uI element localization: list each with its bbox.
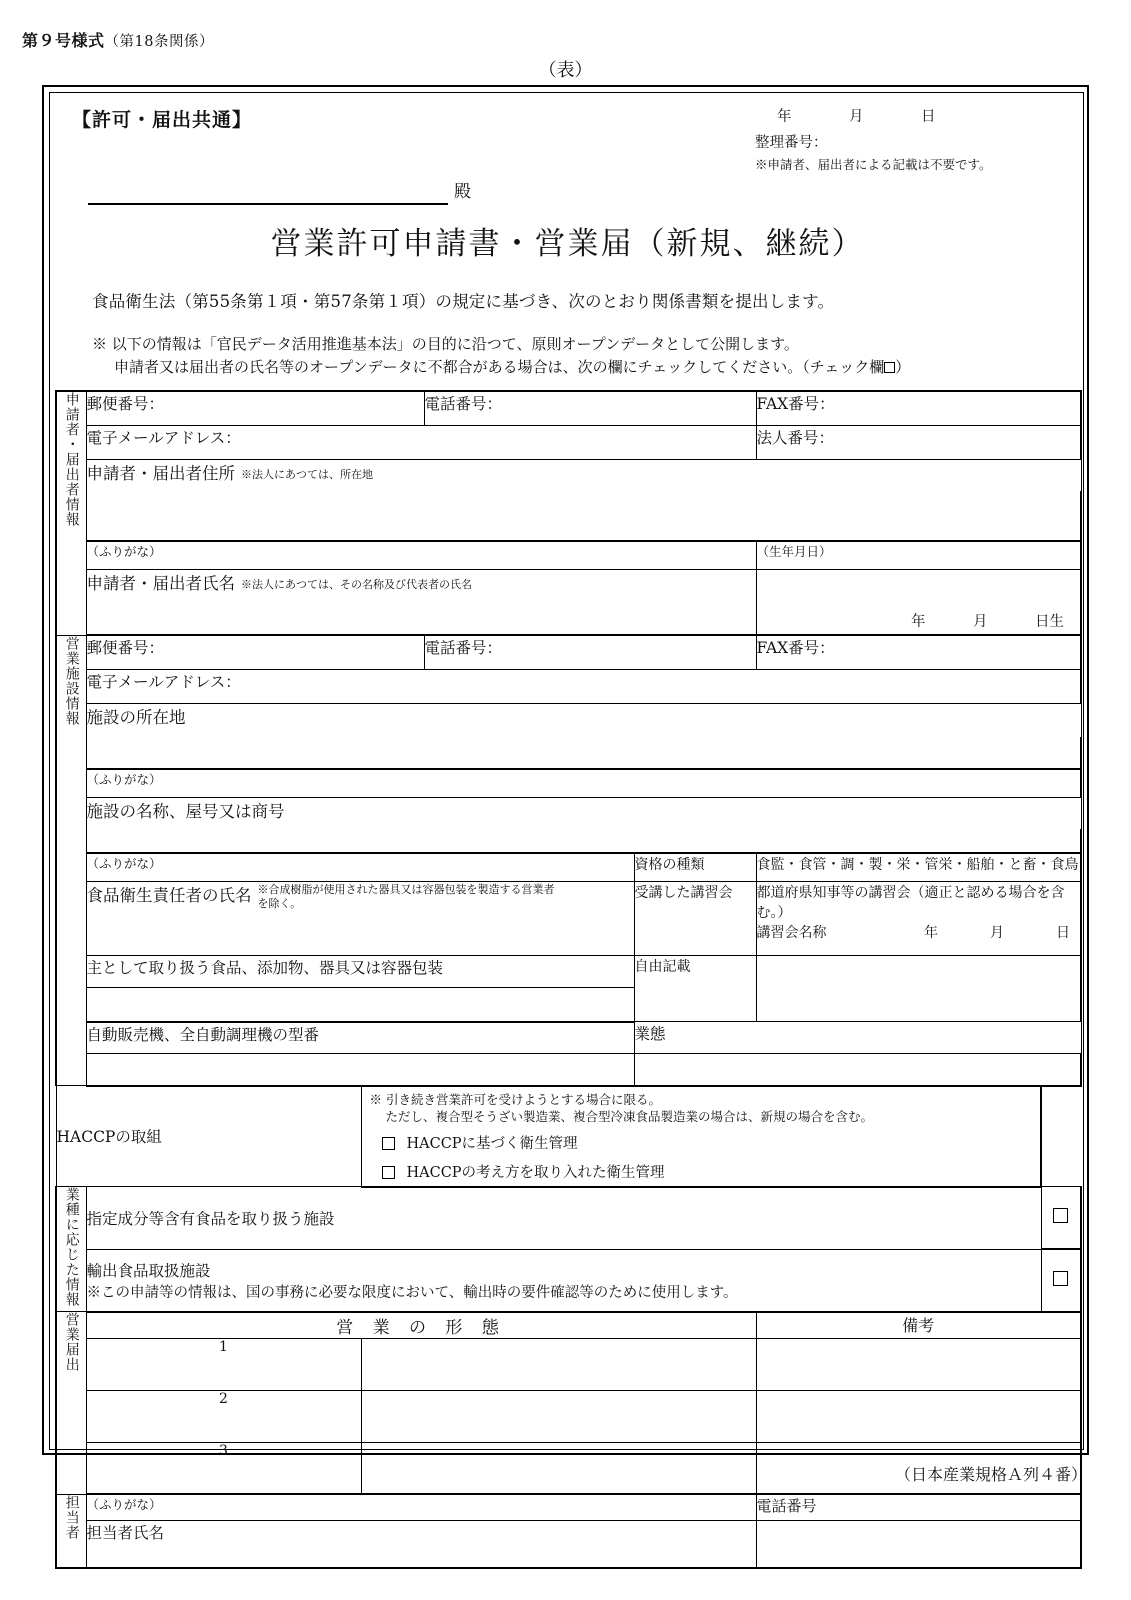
notice-line-2-text: 申請者又は届出者の氏名等のオープンデータに不都合がある場合は、次の欄にチェックしてください。（チェック欄 (114, 357, 885, 376)
facility-name-label-cell (86, 797, 1081, 829)
facility-postal-label: 郵便番号： (86, 639, 165, 657)
facility-location-label: 施設の所在地 (86, 707, 186, 727)
facility-location-input-row (56, 737, 1081, 769)
manager-name-cell[interactable] (86, 881, 634, 956)
main-items-input[interactable] (86, 988, 634, 1022)
training-label: 受講した講習会 (634, 884, 733, 901)
qualification-type-label: 資格の種類 (634, 857, 705, 873)
haccp-note-line-1: ※ 引き続き営業許可を受けようとする場合に限る。 (369, 1091, 661, 1107)
designated-ingredient-label-cell (86, 1187, 1041, 1250)
applicant-address-label-cell (86, 459, 1081, 491)
page-title: 営業許可申請書・営業届（新規、継続） (270, 226, 865, 262)
applicant-birthdate-input[interactable] (756, 569, 1081, 635)
opendata-objection-checkbox[interactable] (884, 362, 895, 373)
applicant-furigana-label: （ふりがな） (86, 544, 162, 559)
business-type-label: 業態 (634, 1025, 666, 1043)
notification-remarks-input-1[interactable] (756, 1338, 1081, 1390)
vending-input-row (56, 1054, 1081, 1086)
haccp-row (56, 1086, 1081, 1187)
applicant-corp-number-cell[interactable] (756, 425, 1081, 459)
notification-form-header: 営 業 の 形 態 (86, 1312, 756, 1339)
free-entry-label-cell (634, 956, 756, 1022)
export-facility-row (56, 1249, 1081, 1312)
notice-line-2-tail: ） (895, 357, 911, 376)
paper-size-note: （日本産業規格Ａ列４番） (894, 1465, 1087, 1484)
qualification-values: 食監・食管・調・製・栄・管栄・船舶・と畜・食鳥 (756, 857, 1079, 873)
main-items-label-cell (86, 956, 634, 988)
form-number-reference: （第18条関係） (104, 34, 214, 50)
applicant-name-cell[interactable] (86, 569, 756, 635)
vending-input[interactable] (86, 1054, 634, 1086)
facility-name-input[interactable] (86, 829, 1081, 853)
facility-name-label: 施設の名称、屋号又は商号 (86, 801, 285, 821)
manager-name-row (56, 881, 1081, 922)
notification-remarks-header: 備考 (756, 1312, 1081, 1339)
form-number (22, 28, 214, 51)
qualification-values-cell[interactable] (756, 853, 1081, 881)
facility-email-label: 電子メールアドレス： (86, 672, 241, 691)
birth-year-label: 年 (911, 613, 926, 630)
haccp-option-1-label: HACCPに基づく衛生管理 (406, 1135, 578, 1152)
addressee-line[interactable] (88, 181, 448, 205)
facility-fax-label: FAX番号： (756, 639, 835, 657)
export-facility-label-cell (86, 1249, 1041, 1312)
date-year-label: 年 (777, 109, 792, 125)
notification-form-input-2[interactable] (361, 1390, 756, 1442)
applicant-postal-cell[interactable] (86, 391, 424, 425)
haccp-label-cell (56, 1086, 361, 1187)
date-day-label: 日 (921, 109, 936, 125)
contact-tel-label-cell (756, 1494, 1081, 1520)
applicant-furigana-cell[interactable] (86, 541, 756, 569)
applicant-corp-number-label: 法人番号： (756, 428, 835, 447)
main-items-row (56, 956, 1081, 988)
date-month-label: 月 (849, 109, 864, 125)
business-type-input[interactable] (634, 1054, 1081, 1086)
applicant-vertical-label: 申請者・届出者情報 (56, 391, 86, 635)
vending-row (56, 1022, 1081, 1054)
haccp-option-2-label: HACCPの考え方を取り入れた衛生管理 (406, 1164, 665, 1181)
reference-number-label: 整理番号： (755, 135, 828, 151)
facility-fax-cell[interactable] (756, 635, 1081, 669)
applicant-name-note: ※法人にあつては、その名称及び代表者の氏名 (241, 577, 472, 591)
applicant-email-row (56, 425, 1081, 459)
training-label-cell (634, 881, 756, 956)
notification-row-number-2: 2 (86, 1390, 361, 1442)
date-line (777, 105, 1055, 126)
manager-furigana-cell[interactable] (86, 853, 634, 881)
notification-row-number-3: 3 (86, 1442, 361, 1494)
export-facility-note: ※この申請等の情報は、国の事務に必要な限度において、輸出時の要件確認等のために使用します。 (86, 1284, 738, 1301)
facility-furigana-cell[interactable] (86, 769, 1081, 797)
addressee-suffix: 殿 (454, 182, 471, 202)
side-marker: （表） (538, 60, 593, 81)
haccp-option-2[interactable] (362, 1157, 1041, 1186)
applicant-name-label: 申請者・届出者氏名 (86, 573, 235, 593)
notification-header-row (56, 1312, 1081, 1339)
birth-day-label: 日生 (1035, 613, 1065, 630)
vending-label-cell (86, 1022, 634, 1054)
open-data-notice (92, 333, 910, 378)
facility-location-input[interactable] (86, 737, 1081, 769)
export-facility-checkbox-cell[interactable] (1041, 1249, 1081, 1312)
main-items-label: 主として取り扱う食品、添加物、器具又は容器包装 (86, 959, 444, 977)
form-table (55, 390, 1082, 1569)
applicant-fax-cell[interactable] (756, 391, 1081, 425)
applicant-email-cell[interactable] (86, 425, 756, 459)
haccp-note-line-2: ただし、複合型そうざい製造業、複合型冷凍食品製造業の場合は、新規の場合を含む。 (385, 1109, 874, 1124)
manager-name-note: ※合成樹脂が使用された器具又は容器包装を製造する営業者 を除く。 (257, 882, 555, 910)
applicant-birthdate-cell[interactable] (756, 541, 1081, 569)
contact-tel-input[interactable] (756, 1520, 1081, 1568)
qualification-type-label-cell (634, 853, 756, 881)
contact-furigana-label: （ふりがな） (86, 1497, 162, 1513)
training-value-cell (756, 881, 1081, 922)
haccp-based-checkbox[interactable] (382, 1137, 395, 1150)
applicant-furigana-row (56, 541, 1081, 569)
haccp-label: HACCPの取組 (56, 1128, 162, 1147)
applicant-contact-row (56, 391, 1081, 425)
notification-form-input-1[interactable] (361, 1338, 756, 1390)
designated-ingredient-row (56, 1187, 1081, 1250)
export-facility-label: 輸出食品取扱施設 (86, 1261, 211, 1280)
birth-month-label: 月 (973, 613, 988, 630)
haccp-options-cell (361, 1086, 1041, 1187)
notification-vertical-label: 営業届出 (56, 1312, 86, 1495)
contact-name-row (56, 1520, 1081, 1568)
lead-text: 食品衛生法（第55条第１項・第57条第１項）の規定に基づき、次のとおり関係書類を提出します。 (92, 292, 835, 311)
export-facility-checkbox[interactable] (1053, 1271, 1068, 1286)
facility-contact-row (56, 635, 1081, 669)
training-day-label: 日 (1056, 924, 1071, 941)
facility-location-label-cell (86, 703, 1081, 737)
notification-form-input-3[interactable] (361, 1442, 756, 1494)
business-type-label-cell (634, 1022, 1081, 1054)
contact-furigana-row (56, 1494, 1081, 1520)
designated-ingredient-checkbox[interactable] (1053, 1208, 1068, 1223)
designated-ingredient-label: 指定成分等含有食品を取り扱う施設 (86, 1210, 335, 1229)
applicant-address-row (56, 459, 1081, 491)
applicant-address-label: 申請者・届出者住所 (86, 463, 235, 483)
applicant-address-input-row (56, 491, 1081, 541)
facility-postal-cell[interactable] (86, 635, 424, 669)
contact-name-label: 担当者氏名 (86, 1523, 165, 1542)
facility-email-cell[interactable] (86, 669, 1081, 703)
applicant-tel-cell[interactable] (424, 391, 756, 425)
facility-email-row (56, 669, 1081, 703)
applicant-tel-label: 電話番号： (424, 395, 503, 413)
notice-line-1: ※ 以下の情報は「官民データ活用推進基本法」の目的に沿つて、原則オープンデータとして公開します。 (92, 335, 799, 353)
facility-location-row (56, 703, 1081, 737)
manager-furigana-label: （ふりがな） (86, 856, 162, 871)
notice-line-2 (92, 356, 910, 379)
training-month-label: 月 (990, 924, 1005, 941)
applicant-postal-label: 郵便番号： (86, 395, 165, 413)
date-reference-block (755, 105, 1055, 173)
contact-name-cell[interactable] (86, 1520, 756, 1568)
training-name-cell[interactable] (756, 922, 1081, 956)
table-row (56, 1390, 1081, 1442)
form-number-text: 第９号様式 (22, 31, 105, 50)
training-name-label: 講習会名称 (756, 924, 827, 941)
training-value: 都道府県知事等の講習会（適正と認める場合を含む。） (756, 884, 1065, 921)
applicant-fax-label: FAX番号： (756, 395, 835, 413)
applicant-birthdate-label: （生年月日） (756, 544, 832, 559)
designated-ingredient-checkbox-cell[interactable] (1041, 1187, 1081, 1250)
manager-furigana-row (56, 853, 1081, 881)
contact-tel-label: 電話番号 (756, 1497, 817, 1516)
facility-furigana-row (56, 769, 1081, 797)
facility-furigana-label: （ふりがな） (86, 772, 162, 787)
business-type-vertical-label: 業種に応じた情報 (56, 1187, 86, 1312)
haccp-option-1[interactable] (362, 1128, 1041, 1157)
facility-tel-label: 電話番号： (424, 639, 503, 657)
applicant-name-row (56, 569, 1081, 635)
applicant-address-note: ※法人にあつては、所在地 (241, 467, 373, 481)
training-year-label: 年 (924, 924, 939, 941)
facility-name-input-row (56, 829, 1081, 853)
free-entry-label: 自由記載 (634, 959, 691, 975)
facility-vertical-label: 営業施設情報 (56, 635, 86, 1086)
contact-furigana-cell[interactable] (86, 1494, 756, 1520)
manager-name-label: 食品衛生責任者の氏名 (86, 885, 252, 905)
reference-note: ※申請者、届出者による記載は不要です。 (755, 157, 992, 172)
notification-remarks-input-2[interactable] (756, 1390, 1081, 1442)
table-row (56, 1338, 1081, 1390)
contact-vertical-label: 担当者 (56, 1494, 86, 1568)
haccp-concept-checkbox[interactable] (382, 1166, 395, 1179)
applicant-email-label: 電子メールアドレス： (86, 428, 241, 447)
vending-label: 自動販売機、全自動調理機の型番 (86, 1025, 320, 1044)
applicant-address-input[interactable] (86, 491, 1081, 541)
facility-tel-cell[interactable] (424, 635, 756, 669)
haccp-note (362, 1087, 1041, 1128)
notification-row-number-1: 1 (86, 1338, 361, 1390)
free-entry-input[interactable] (756, 956, 1081, 1022)
facility-name-row (56, 797, 1081, 829)
category-label: 【許可・届出共通】 (72, 109, 253, 131)
